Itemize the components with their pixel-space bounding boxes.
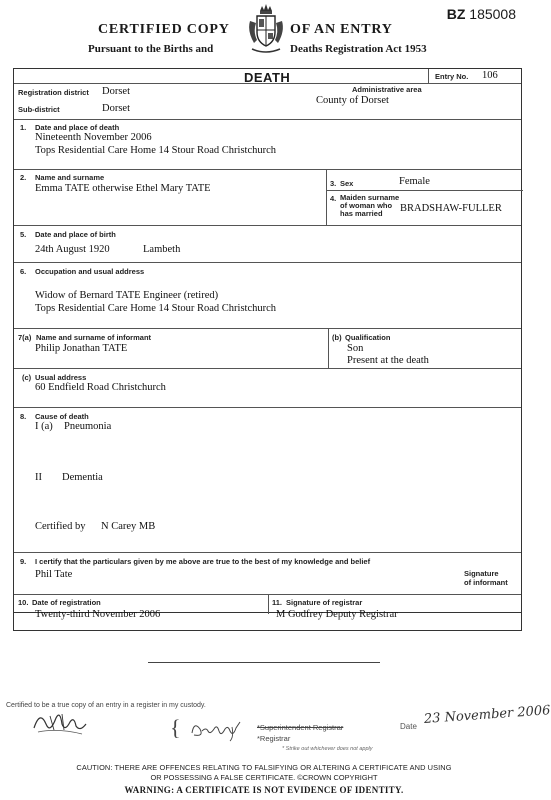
- place-of-birth: Lambeth: [143, 244, 181, 255]
- field-9-label: I certify that the particulars given by me above are true to the best of my knowledge and belief: [35, 557, 371, 566]
- field-7a-number: 7(a): [18, 333, 32, 342]
- strike-out-note: * Strike out whichever does not apply: [282, 746, 373, 752]
- handwritten-date: 23 November 2006: [423, 703, 551, 727]
- field-7c-number: (c): [22, 373, 32, 382]
- maiden-surname: BRADSHAW-FULLER: [400, 203, 502, 214]
- sex-value: Female: [399, 176, 430, 187]
- field-7a-label: Name and surname of informant: [36, 333, 152, 342]
- field-7b-number: (b): [332, 333, 342, 342]
- cause-i-prefix: I (a): [35, 421, 53, 432]
- signature-of-informant-label: Signature of informant: [464, 569, 508, 587]
- usual-address: Tops Residential Care Home 14 Stour Road Christchurch: [35, 303, 277, 314]
- certificate-form: [13, 68, 522, 620]
- header-subtitle-right: Deaths Registration Act 1953: [290, 43, 427, 55]
- warning-line: WARNING: A CERTIFICATE IS NOT EVIDENCE OF IDENTITY.: [124, 785, 404, 795]
- qualification-line-1: Son: [347, 343, 364, 354]
- registrar-signature: M Godfrey Deputy Registrar: [276, 609, 398, 620]
- caution-line-2: OR POSSESSING A FALSE CERTIFICATE. ©CROWN COPYRIGHT: [150, 773, 378, 782]
- field-5-label: Date and place of birth: [35, 230, 116, 239]
- cause-ii-prefix: II: [35, 472, 42, 483]
- administrative-area-label: Administrative area: [352, 85, 422, 94]
- field-3-number: 3.: [330, 179, 337, 188]
- field-11-number: 11.: [272, 598, 283, 607]
- certified-by-label: Certified by: [35, 521, 86, 532]
- entry-no-label: Entry No.: [435, 72, 469, 81]
- field-8-label: Cause of death: [35, 412, 89, 421]
- field-8-number: 8.: [20, 412, 27, 421]
- field-11-label: Signature of registrar: [286, 598, 363, 607]
- field-5-number: 5.: [20, 230, 27, 239]
- occupation: Widow of Bernard TATE Engineer (retired): [35, 290, 219, 301]
- field-1-label: Date and place of death: [35, 123, 120, 132]
- deputy-handwriting: [188, 715, 254, 743]
- superintendent-registrar-option: *Superintendent Registrar: [257, 723, 344, 732]
- name-and-surname: Emma TATE otherwise Ethel Mary TATE: [35, 183, 211, 194]
- cause-i-value: Pneumonia: [64, 421, 112, 432]
- informant-signature: Phil Tate: [35, 569, 73, 580]
- royal-coat-of-arms-icon: [246, 3, 286, 57]
- entry-no-value: 106: [482, 70, 498, 81]
- brace-glyph: {: [170, 715, 181, 740]
- sub-district-value: Dorset: [102, 103, 130, 114]
- field-9-number: 9.: [20, 557, 27, 566]
- separator-line: [148, 662, 380, 663]
- cause-ii-value: Dementia: [62, 472, 103, 483]
- date-of-birth: 24th August 1920: [35, 244, 110, 255]
- serial-number: [447, 6, 516, 22]
- serial-prefix: BZ: [446, 6, 466, 22]
- field-7c-label: Usual address: [35, 373, 87, 382]
- field-10-number: 10.: [18, 598, 29, 607]
- field-7b-label: Qualification: [345, 333, 391, 342]
- date-label: Date: [400, 722, 417, 731]
- certified-copy-statement: Certified to be a true copy of an entry in a register in my custody.: [6, 702, 206, 709]
- place-of-death: Tops Residential Care Home 14 Stour Road Christchurch: [35, 145, 277, 156]
- frame-foot: [13, 613, 522, 631]
- caution-line-1: CAUTION: THERE ARE OFFENCES RELATING TO FALSIFYING OR ALTERING A CERTIFICATE AND USING: [76, 763, 452, 772]
- header-subtitle-left: Pursuant to the Births and: [88, 43, 214, 55]
- header-title-left: CERTIFIED COPY: [98, 22, 230, 37]
- certifying-officer-signature: [28, 708, 98, 738]
- informant-address: 60 Endfield Road Christchurch: [35, 382, 166, 393]
- certified-by-value: N Carey MB: [101, 521, 156, 532]
- informant-name: Philip Jonathan TATE: [35, 343, 128, 354]
- header-title-right: OF AN ENTRY: [290, 22, 393, 37]
- registration-district-value: Dorset: [102, 86, 130, 97]
- field-2-number: 2.: [20, 173, 27, 182]
- sub-district-label: Sub-district: [18, 105, 60, 114]
- field-2-label: Name and surname: [35, 173, 105, 182]
- registration-district-label: Registration district: [18, 88, 89, 97]
- field-1-number: 1.: [20, 123, 27, 132]
- field-6-label: Occupation and usual address: [35, 267, 145, 276]
- field-4-number: 4.: [330, 194, 337, 203]
- field-4-label: Maiden surname of woman who has married: [340, 193, 400, 218]
- field-3-label: Sex: [340, 179, 354, 188]
- date-of-registration: Twenty-third November 2006: [35, 609, 161, 620]
- qualification-line-2: Present at the death: [347, 355, 429, 366]
- date-of-death: Nineteenth November 2006: [35, 132, 152, 143]
- field-6-number: 6.: [20, 267, 27, 276]
- serial-value: 185008: [469, 6, 516, 22]
- registrar-option: *Registrar: [257, 734, 291, 743]
- administrative-area-value: County of Dorset: [316, 95, 389, 106]
- certificate-type: DEATH: [244, 70, 291, 85]
- field-10-label: Date of registration: [32, 598, 101, 607]
